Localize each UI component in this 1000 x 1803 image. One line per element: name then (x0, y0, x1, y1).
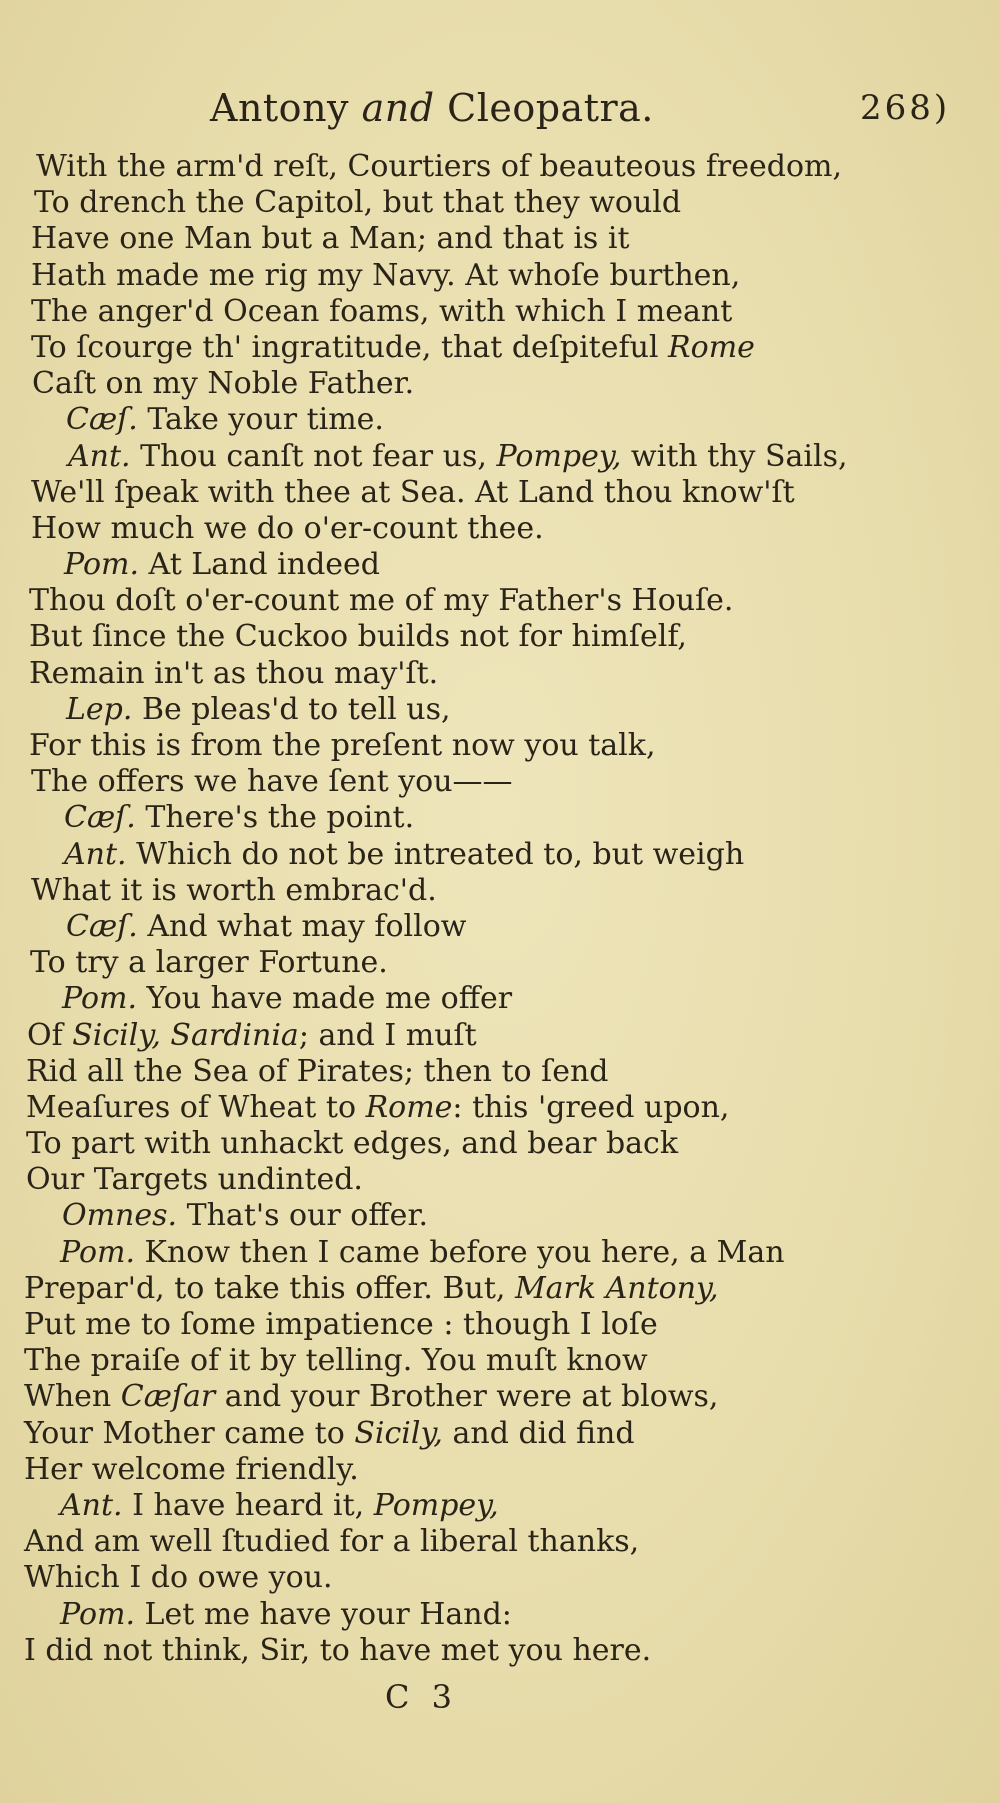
text-line (0, 656, 1000, 692)
line-text: with thy Sails, (621, 438, 848, 474)
text-line (0, 330, 1000, 366)
line-content (31, 511, 544, 547)
text-line (0, 1452, 1000, 1488)
line-content (64, 800, 414, 836)
title-part-2: and (361, 86, 435, 130)
line-content (26, 1090, 729, 1126)
line-content (36, 149, 842, 185)
line-text: Let me have your Hand: (135, 1596, 512, 1632)
line-content (31, 475, 795, 511)
line-text: Thou canſt not fear us, (130, 438, 497, 474)
line-content (29, 583, 733, 619)
text-line (0, 1090, 1000, 1126)
line-text: Take your time. (137, 402, 384, 438)
text-line (0, 1198, 1000, 1234)
line-content (68, 439, 848, 475)
line-text: Your Mother came to (24, 1415, 355, 1451)
line-text: When (24, 1379, 121, 1415)
line-content (66, 402, 384, 438)
line-text (161, 1018, 171, 1053)
line-text: The anger'd Ocean foams, with which I meant (31, 293, 733, 329)
speaker-name: Pom. (62, 981, 138, 1017)
text-line (0, 1379, 1000, 1415)
line-text: The offers we have ſent you—— (31, 764, 513, 800)
italic-word: Mark Antony, (514, 1270, 719, 1306)
line-text: Be pleas'd to tell us, (132, 691, 451, 727)
page-header (0, 86, 1000, 136)
line-text: You have made me offer (137, 981, 513, 1017)
line-content (24, 1379, 718, 1415)
line-text: I have heard it, (122, 1487, 374, 1523)
line-text: Put me to ſome impatience : though I loſe (24, 1307, 658, 1342)
speaker-name: Cæſ. (64, 800, 136, 836)
text-line (0, 800, 1000, 836)
text-line (0, 511, 1000, 547)
signature-mark: C 3 (385, 1678, 459, 1716)
italic-word: Rome (365, 1089, 453, 1125)
line-text: To drench the Capitol, but that they would (34, 185, 682, 221)
line-text: I did not think, Sir, to have met you here. (24, 1632, 652, 1668)
text-line (0, 221, 1000, 257)
text-line (0, 619, 1000, 655)
title-part-3: Cleopatra. (434, 86, 654, 130)
line-content (24, 1633, 651, 1669)
line-text: Meaſures of Wheat to (26, 1089, 366, 1125)
line-text: Our Targets undinted. (26, 1162, 363, 1198)
line-content (60, 1488, 499, 1524)
speaker-name: Pom. (64, 547, 140, 583)
text-line (0, 1271, 1000, 1307)
line-content (30, 945, 388, 981)
text-line (0, 728, 1000, 764)
line-text: Which I do owe you. (24, 1560, 333, 1596)
page-number: 268) (860, 88, 951, 128)
line-content (31, 258, 740, 294)
text-line (0, 402, 1000, 438)
line-content (31, 764, 513, 800)
line-text: To part with unhackt edges, and bear back (26, 1126, 679, 1162)
text-line (0, 1343, 1000, 1379)
line-text: Hath made me rig my Navy. At whoſe burthen, (31, 257, 741, 293)
line-text: The praiſe of it by telling. You muſt know (24, 1343, 648, 1379)
line-text: At Land indeed (139, 547, 380, 583)
line-text: With the arm'd reſt, Courtiers of beauteous freedom, (36, 149, 843, 184)
italic-word: Sicily, (354, 1415, 443, 1451)
line-text: And am well ſtudied for a liberal thanks, (24, 1524, 640, 1560)
line-text: And what may follow (137, 908, 467, 944)
line-text: To ſcourge th' ingratitude, that deſpiteful (31, 329, 669, 365)
line-content (29, 656, 438, 692)
line-text: Thou doſt o'er-count me of my Father's Houſe. (29, 583, 734, 619)
line-text: But ſince the Cuckoo builds not for himſelf, (29, 619, 687, 655)
line-text: To try a larger Fortune. (30, 945, 388, 981)
text-line (0, 366, 1000, 402)
play-text (0, 149, 1000, 1669)
text-line (0, 583, 1000, 619)
line-text: Caſt on my Noble Father. (32, 366, 415, 402)
line-content (27, 1018, 477, 1054)
italic-word: Sardinia (170, 1017, 299, 1053)
line-content (24, 1271, 719, 1307)
text-line (0, 294, 1000, 330)
line-content (24, 1524, 639, 1560)
text-line (0, 1488, 1000, 1524)
title-part-1: Antony (210, 86, 362, 130)
text-line (0, 692, 1000, 728)
line-text: How much we do o'er-count thee. (31, 510, 544, 546)
line-text: For this is from the preſent now you talk, (29, 728, 656, 763)
speaker-name: Cæſ. (66, 908, 138, 944)
speaker-name: Lep. (66, 691, 133, 727)
italic-word: Rome (668, 329, 755, 365)
line-content (66, 692, 451, 728)
speaker-name: Ant. (64, 836, 127, 872)
line-content (64, 547, 380, 583)
line-text: Rid all the Sea of Pirates; then to ſend (26, 1053, 609, 1089)
line-content (32, 366, 414, 402)
text-line (0, 547, 1000, 583)
line-content (31, 294, 732, 330)
line-content (29, 619, 687, 655)
line-text: Which do not be intreated to, but weigh (126, 836, 745, 872)
line-content (29, 728, 655, 764)
text-line (0, 1597, 1000, 1633)
line-content (66, 909, 466, 945)
line-text: That's our offer. (177, 1198, 429, 1234)
text-line (0, 1162, 1000, 1198)
line-text: ; and I muſt (298, 1017, 477, 1053)
text-line (0, 439, 1000, 475)
text-line (0, 1307, 1000, 1343)
line-content (26, 1054, 609, 1090)
line-text: Have one Man but a Man; and that is it (31, 221, 630, 257)
text-line (0, 1633, 1000, 1669)
italic-word: Sicily, (72, 1017, 161, 1053)
line-content (31, 221, 630, 257)
text-line (0, 909, 1000, 945)
line-content (24, 1560, 333, 1596)
text-line (0, 837, 1000, 873)
line-content (60, 1597, 512, 1633)
line-content (34, 185, 681, 221)
text-line (0, 475, 1000, 511)
text-line (0, 149, 1000, 185)
line-content (31, 330, 755, 366)
line-content (64, 837, 744, 873)
speaker-name: Pom. (60, 1596, 136, 1632)
speaker-name: Pom. (60, 1234, 136, 1270)
text-line (0, 1054, 1000, 1090)
text-line (0, 873, 1000, 909)
line-text: Know then I came before you here, a Man (135, 1234, 785, 1270)
line-text: We'll ſpeak with thee at Sea. At Land thou know'ſt (31, 474, 795, 510)
line-text: : this 'greed upon, (452, 1089, 730, 1125)
text-line (0, 1416, 1000, 1452)
speaker-name: Ant. (60, 1487, 123, 1523)
text-line (0, 1126, 1000, 1162)
text-line (0, 185, 1000, 221)
line-content (26, 1126, 678, 1162)
line-content (31, 873, 437, 909)
line-content (62, 1198, 428, 1234)
line-content (24, 1307, 658, 1343)
line-text: Remain in't as thou may'ſt. (29, 655, 439, 691)
italic-word: Pompey, (373, 1487, 499, 1523)
line-content (24, 1452, 359, 1488)
line-text: There's the point. (135, 800, 415, 836)
line-text: Of (27, 1017, 73, 1053)
line-text: Prepar'd, to take this offer. But, (24, 1270, 515, 1306)
text-line (0, 1018, 1000, 1054)
line-content (26, 1162, 363, 1198)
text-line (0, 1524, 1000, 1560)
text-line (0, 981, 1000, 1017)
text-line (0, 1560, 1000, 1596)
line-text: What it is worth embrac'd. (31, 872, 437, 908)
line-content (60, 1235, 785, 1271)
line-content (62, 981, 512, 1017)
text-line (0, 764, 1000, 800)
italic-word: Cæſar (120, 1379, 216, 1415)
line-text: and your Brother were at blows, (215, 1379, 719, 1415)
speaker-name: Ant. (68, 438, 131, 474)
text-line (0, 1235, 1000, 1271)
running-title (210, 86, 654, 130)
speaker-name: Omnes. (62, 1198, 178, 1234)
line-text: and did find (442, 1415, 635, 1451)
speaker-name: Cæſ. (66, 402, 138, 438)
text-line (0, 945, 1000, 981)
line-content (24, 1416, 635, 1452)
italic-word: Pompey, (496, 438, 622, 474)
text-line (0, 258, 1000, 294)
line-text: Her welcome friendly. (24, 1451, 359, 1487)
line-content (24, 1343, 648, 1379)
